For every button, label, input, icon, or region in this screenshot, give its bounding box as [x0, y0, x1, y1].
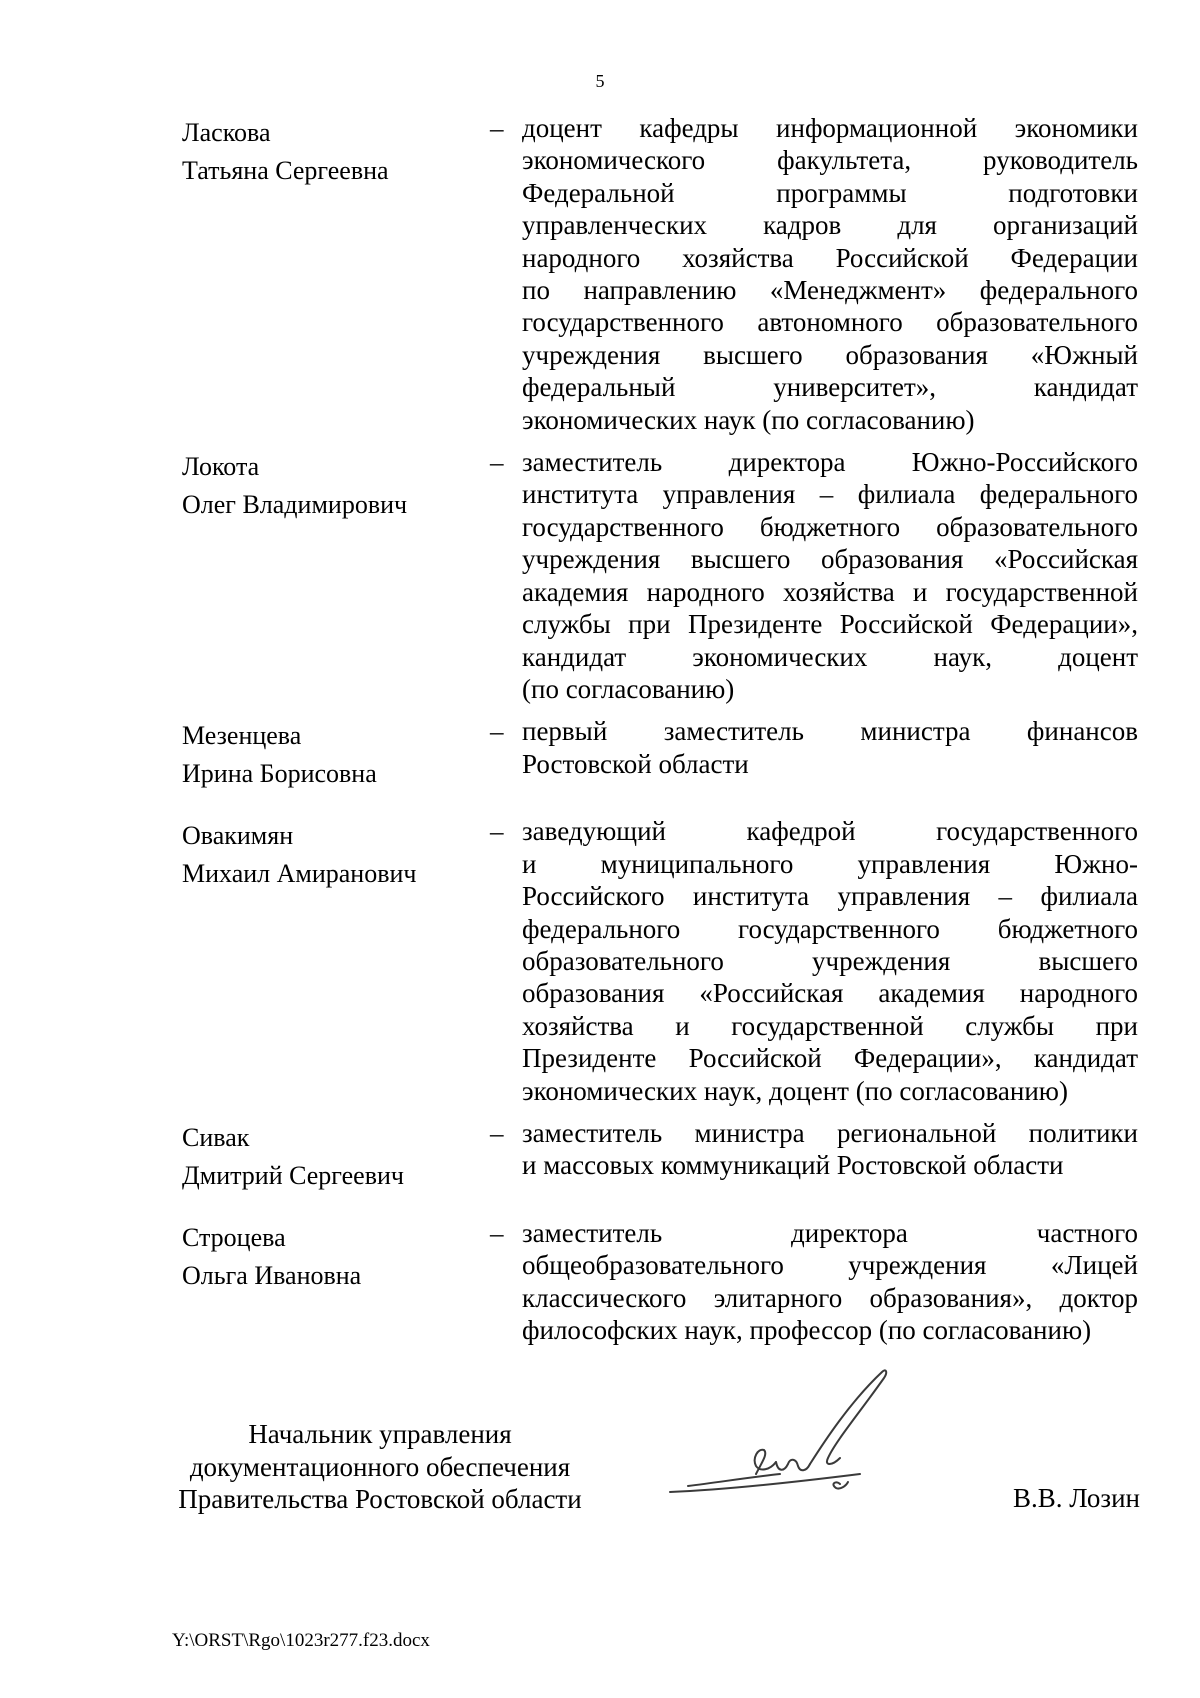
- member-name: [182, 112, 490, 190]
- member-given-name: Олег Владимирович: [182, 490, 408, 520]
- member-name: [182, 446, 490, 524]
- description-line: заместитель министра региональной политики: [522, 1117, 1138, 1148]
- member-given-name: Ирина Борисовна: [182, 759, 377, 789]
- description-line: института управления – филиала федерального: [522, 479, 1138, 510]
- signature-block: [160, 1418, 1140, 1558]
- member-entry: [182, 446, 1138, 705]
- description-line: заместитель директора Южно-Российского: [522, 447, 1138, 478]
- description-line: федеральный университет», кандидат: [522, 372, 1138, 403]
- member-entry: [182, 1217, 1138, 1347]
- member-dash: –: [490, 716, 504, 747]
- description-line: экономического факультета, руководитель: [522, 145, 1138, 176]
- member-surname: Овакимян: [182, 821, 294, 851]
- member-entry: [182, 1117, 1138, 1195]
- description-line: по направлению «Менеджмент» федерального: [522, 275, 1138, 306]
- description-line: и массовых коммуникаций Ростовской области: [522, 1150, 1064, 1181]
- member-dash: –: [490, 447, 504, 478]
- description-line: доцент кафедры информационной экономики: [522, 113, 1138, 143]
- member-name: [182, 1117, 490, 1195]
- member-description: [522, 1217, 1138, 1347]
- member-name: [182, 1217, 490, 1295]
- member-entry: [182, 112, 1138, 436]
- description-line: хозяйства и государственной службы при: [522, 1010, 1138, 1041]
- handwritten-signature: [660, 1362, 900, 1512]
- member-given-name: Татьяна Сергеевна: [182, 156, 389, 185]
- description-line: Ростовской области: [522, 748, 749, 779]
- member-dash: –: [490, 1117, 504, 1148]
- document-file-path: Y:\ORST\Rgo\1023r277.f23.docx: [172, 1630, 430, 1651]
- member-description: [522, 446, 1138, 705]
- member-surname: Мезенцева: [182, 721, 302, 751]
- member-surname: Локота: [182, 452, 260, 482]
- description-line: народного хозяйства Российской Федерации: [522, 242, 1138, 273]
- member-dash: –: [490, 113, 504, 143]
- description-line: академия народного хозяйства и государственной: [522, 576, 1138, 607]
- signer-position: [160, 1418, 600, 1516]
- member-surname: Строцева: [182, 1222, 286, 1252]
- description-line: учреждения высшего образования «Южный: [522, 339, 1138, 370]
- member-name: [182, 815, 490, 893]
- signer-name: В.В. Лозин: [1013, 1483, 1140, 1513]
- description-line: Президенте Российской Федерации», кандидат: [522, 1043, 1138, 1074]
- description-line: государственного автономного образовательного: [522, 307, 1138, 338]
- member-description: [522, 1117, 1138, 1182]
- description-line: экономических наук (по согласованию): [522, 404, 975, 435]
- signer-position-line: Начальник управления: [248, 1419, 512, 1449]
- description-line: службы при Президенте Российской Федерации»,: [522, 609, 1138, 640]
- description-line: учреждения высшего образования «Российская: [522, 544, 1138, 575]
- member-surname: Сивак: [182, 1122, 250, 1152]
- member-given-name: Ольга Ивановна: [182, 1260, 362, 1290]
- commission-members-list: [182, 112, 1138, 1347]
- description-line: образовательного учреждения высшего: [522, 945, 1138, 976]
- description-line: кандидат экономических наук, доцент: [522, 641, 1138, 672]
- description-line: заместитель директора частного: [522, 1217, 1138, 1248]
- description-line: Федеральной программы подготовки: [522, 177, 1138, 208]
- description-line: философских наук, профессор (по согласованию): [522, 1315, 1092, 1346]
- signer-position-line: Правительства Ростовской области: [178, 1484, 582, 1514]
- description-line: классического элитарного образования», доктор: [522, 1282, 1138, 1313]
- description-line: экономических наук, доцент (по согласованию): [522, 1075, 1068, 1106]
- description-line: заведующий кафедрой государственного: [522, 816, 1138, 847]
- member-given-name: Дмитрий Сергеевич: [182, 1160, 404, 1190]
- description-line: и муниципального управления Южно-: [522, 848, 1138, 879]
- member-surname: Ласкова: [182, 118, 271, 147]
- page-number: 5: [595, 71, 605, 91]
- member-given-name: Михаил Амиранович: [182, 859, 417, 889]
- description-line: Российского института управления – филиала: [522, 881, 1138, 912]
- member-dash: –: [490, 1217, 504, 1248]
- description-line: управленческих кадров для организаций: [522, 210, 1138, 241]
- description-line: первый заместитель министра финансов: [522, 716, 1138, 747]
- member-description: [522, 112, 1138, 436]
- description-line: образования «Российская академия народного: [522, 978, 1138, 1009]
- member-description: [522, 815, 1138, 1107]
- member-entry: [182, 815, 1138, 1107]
- member-entry: [182, 715, 1138, 793]
- member-dash: –: [490, 816, 504, 847]
- description-line: общеобразовательного учреждения «Лицей: [522, 1250, 1138, 1281]
- description-line: (по согласованию): [522, 673, 735, 704]
- member-description: [522, 715, 1138, 780]
- description-line: федерального государственного бюджетного: [522, 913, 1138, 944]
- description-line: государственного бюджетного образовательного: [522, 511, 1138, 542]
- signer-position-line: документационного обеспечения: [189, 1451, 571, 1482]
- member-name: [182, 715, 490, 793]
